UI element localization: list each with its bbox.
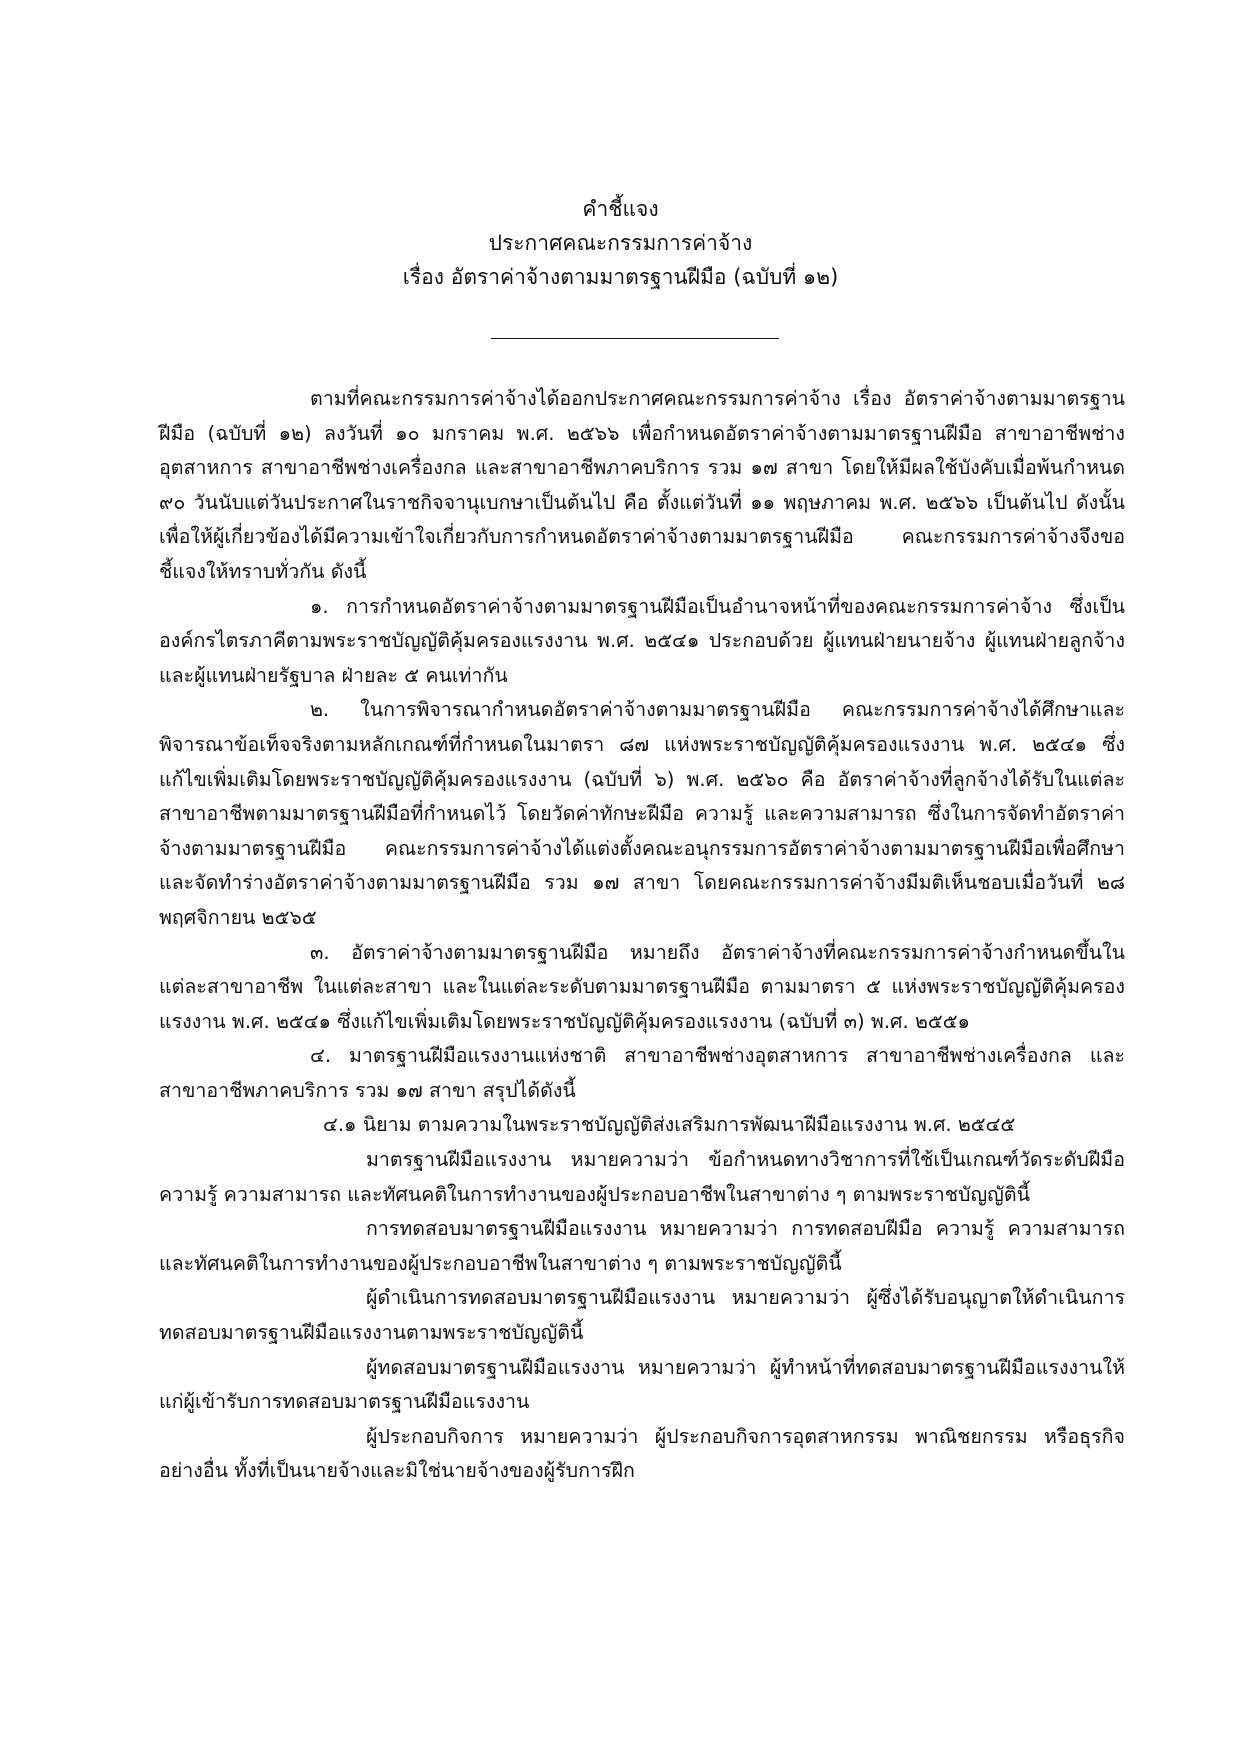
heading-divider [491,338,779,339]
clause-2-paragraph: ๒. ในการพิจารณากำหนดอัตราค่าจ้างตามมาตรฐานฝีมือ คณะกรรมการค่าจ้างได้ศึกษาและพิจารณาข้อเท็จจริงตามหลักเกณฑ์ที่กำหนดในมาตรา ๘๗ แห่งพระราชบัญญัติคุ้มครองแรงงาน พ.ศ. ๒๕๔๑ ซึ่งแก้ไขเพิ่มเติมโดยพระราชบัญญัติคุ้มครองแรงงาน (ฉบับที่ ๖) พ.ศ. ๒๕๖๐ คือ อัตราค่าจ้างที่ลูกจ้างได้รับในแต่ละสาขาอาชีพตามมาตรฐานฝีมือที่กำหนดไว้ โดยวัดค่าทักษะฝีมือ ความรู้ และความสามารถ ซึ่งในการจัดทำอัตราค่าจ้างตามมาตรฐานฝีมือ คณะกรรมการค่าจ้างได้แต่งตั้งคณะอนุกรรมการอัตราค่าจ้างตามมาตรฐานฝีมือเพื่อศึกษาและจัดทำร่างอัตราค่าจ้างตามมาตรฐานฝีมือ รวม ๑๗ สาขา โดยคณะกรรมการค่าจ้างมีมติเห็นชอบเมื่อวันที่ ๒๘ พฤศจิกายน ๒๕๖๕ [159,698,1125,929]
heading-announcement: ประกาศคณะกรรมการค่าจ้าง [488,231,753,255]
document-heading [0,192,1241,294]
heading-subject: เรื่อง อัตราค่าจ้างตามมาตรฐานฝีมือ (ฉบับที่ ๑๒) [402,265,839,289]
document-body [159,382,1125,1489]
intro-paragraph: ตามที่คณะกรรมการค่าจ้างได้ออกประกาศคณะกรรมการค่าจ้าง เรื่อง อัตราค่าจ้างตามมาตรฐานฝีมือ (ฉบับที่ ๑๒) ลงวันที่ ๑๐ มกราคม พ.ศ. ๒๕๖๖ เพื่อกำหนดอัตราค่าจ้างตามมาตรฐานฝีมือ สาขาอาชีพช่างอุตสาหการ สาขาอาชีพช่างเครื่องกล และสาขาอาชีพภาคบริการ รวม ๑๗ สาขา โดยให้มีผลใช้บังคับเมื่อพ้นกำหนด ๙๐ วันนับแต่วันประกาศในราชกิจจานุเบกษาเป็นต้นไป คือ ตั้งแต่วันที่ ๑๑ พฤษภาคม พ.ศ. ๒๕๖๖ เป็นต้นไป ดังนั้น เพื่อให้ผู้เกี่ยวข้องได้มีความเข้าใจเกี่ยวกับการกำหนดอัตราค่าจ้างตามมาตรฐานฝีมือ คณะกรรมการค่าจ้างจึงขอชี้แจงให้ทราบทั่วกัน ดังนี้ [159,387,1126,583]
clause-1-paragraph: ๑. การกำหนดอัตราค่าจ้างตามมาตรฐานฝีมือเป็นอำนาจหน้าที่ของคณะกรรมการค่าจ้าง ซึ่งเป็นองค์กรไตรภาคีตามพระราชบัญญัติคุ้มครองแรงงาน พ.ศ. ๒๕๔๑ ประกอบด้วย ผู้แทนฝ่ายนายจ้าง ผู้แทนฝ่ายลูกจ้าง และผู้แทนฝ่ายรัฐบาล ฝ่ายละ ๕ คนเท่ากัน [159,594,1125,687]
definition-standard-test: การทดสอบมาตรฐานฝีมือแรงงาน หมายความว่า การทดสอบฝีมือ ความรู้ ความสามารถ และทัศนคติในการทำงานของผู้ประกอบอาชีพในสาขาต่าง ๆ ตามพระราชบัญญัตินี้ [159,1217,1125,1275]
clause-4-1-heading: ๔.๑ นิยาม ตามความในพระราชบัญญัติส่งเสริมการพัฒนาฝีมือแรงงาน พ.ศ. ๒๕๔๕ [323,1113,1016,1137]
definition-tester: ผู้ทดสอบมาตรฐานฝีมือแรงงาน หมายความว่า ผู้ทำหน้าที่ทดสอบมาตรฐานฝีมือแรงงานให้แก่ผู้เข้ารับการทดสอบมาตรฐานฝีมือแรงงาน [159,1355,1125,1414]
clause-4-paragraph: ๔. มาตรฐานฝีมือแรงงานแห่งชาติ สาขาอาชีพช่างอุตสาหการ สาขาอาชีพช่างเครื่องกล และสาขาอาชีพภาคบริการ รวม ๑๗ สาขา สรุปได้ดังนี้ [159,1044,1125,1102]
heading-clarification: คำชี้แจง [582,197,659,221]
definition-labor-standard: มาตรฐานฝีมือแรงงาน หมายความว่า ข้อกำหนดทางวิชาการที่ใช้เป็นเกณฑ์วัดระดับฝีมือ ความรู้ ความสามารถ และทัศนคติในการทำงานของผู้ประกอบอาชีพในสาขาต่าง ๆ ตามพระราชบัญญัตินี้ [159,1148,1125,1206]
definition-business-operator: ผู้ประกอบกิจการ หมายความว่า ผู้ประกอบกิจการอุตสาหกรรม พาณิชยกรรม หรือธุรกิจอย่างอื่น ทั้งที่เป็นนายจ้างและมิใช่นายจ้างของผู้รับการฝึก [159,1424,1125,1483]
definition-test-operator: ผู้ดำเนินการทดสอบมาตรฐานฝีมือแรงงาน หมายความว่า ผู้ซึ่งได้รับอนุญาตให้ดำเนินการทดสอบมาตรฐานฝีมือแรงงานตามพระราชบัญญัตินี้ [159,1286,1125,1345]
clause-3-paragraph: ๓. อัตราค่าจ้างตามมาตรฐานฝีมือ หมายถึง อัตราค่าจ้างที่คณะกรรมการค่าจ้างกำหนดขึ้นในแต่ละสาขาอาชีพ ในแต่ละสาขา และในแต่ละระดับตามมาตรฐานฝีมือ ตามมาตรา ๕ แห่งพระราชบัญญัติคุ้มครองแรงงาน พ.ศ. ๒๕๔๑ ซึ่งแก้ไขเพิ่มเติมโดยพระราชบัญญัติคุ้มครองแรงงาน (ฉบับที่ ๓) พ.ศ. ๒๕๕๑ [159,940,1125,1033]
